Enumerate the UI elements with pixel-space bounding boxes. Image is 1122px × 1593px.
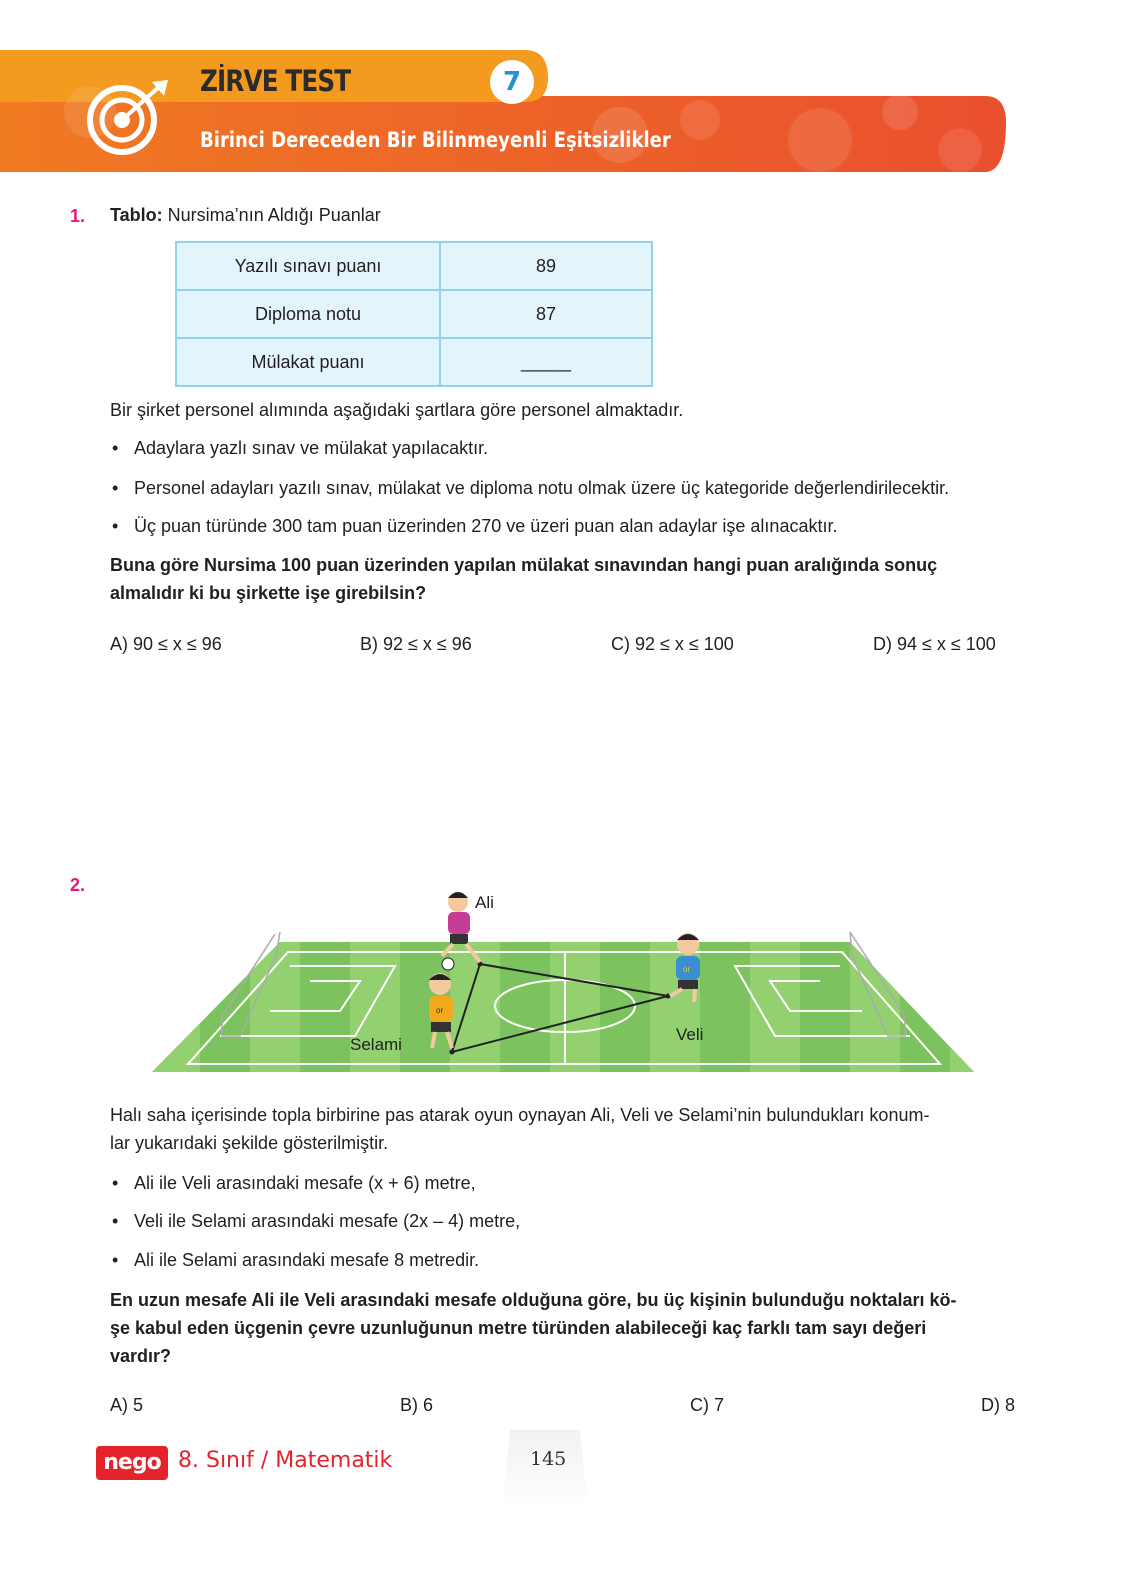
table-cell-label: Mülakat puanı xyxy=(176,338,440,386)
table-label: Tablo: xyxy=(110,205,163,225)
bullet-text: • Personel adayları yazılı sınav, mülakat ve diploma notu olmak üzere üç kategoride değerlendirilecektir. xyxy=(134,478,950,498)
table-cell-blank: _____ xyxy=(440,338,652,386)
q2-question-line: En uzun mesafe Ali ile Veli arasındaki mesafe olduğuna göre, bu üç kişinin bulunduğu noktaları kö- xyxy=(110,1290,957,1310)
q1-question-line: Buna göre Nursima 100 puan üzerinden yapılan mülakat sınavından hangi puan aralığında sonuç xyxy=(110,555,938,575)
bullet-text: • Adaylara yazlı sınav ve mülakat yapılacaktır. xyxy=(134,438,489,458)
selami-label: Selami xyxy=(350,1035,402,1054)
q1-option-c[interactable]: C) 92 ≤ x ≤ 100 xyxy=(611,634,734,654)
question-1-number: 1. xyxy=(70,206,86,226)
q1-option-b[interactable]: B) 92 ≤ x ≤ 96 xyxy=(360,634,472,654)
q2-question-line: şe kabul eden üçgenin çevre uzunluğunun metre türünden alabileceği kaç farklı tam sayı değeri xyxy=(110,1318,927,1338)
question-2-number: 2. xyxy=(70,875,86,895)
table-caption-text: Nursima’nın Aldığı Puanlar xyxy=(167,205,381,225)
q1-bullet xyxy=(112,434,488,462)
q1-bullet xyxy=(112,474,949,502)
table-row xyxy=(176,338,652,386)
ali-label: Ali xyxy=(475,893,494,912)
publisher-logo: nego xyxy=(96,1446,168,1480)
q2-intro-line: Halı saha içerisinde topla birbirine pas atarak oyun oynayan Ali, Veli ve Selami’nin bulundukları konum- xyxy=(110,1105,930,1125)
page-number-tab xyxy=(500,1430,590,1510)
q2-option-d[interactable]: D) 8 xyxy=(981,1395,1016,1415)
q2-question-line: vardır? xyxy=(110,1346,172,1366)
page-number: 145 xyxy=(530,1448,567,1470)
q2-bullet xyxy=(112,1207,520,1235)
table-cell-value: 87 xyxy=(440,290,652,338)
q2-bullet xyxy=(112,1169,476,1197)
football-field-figure xyxy=(150,886,976,1078)
table-cell-label: Yazılı sınavı puanı xyxy=(176,242,440,290)
q1-option-a[interactable]: A) 90 ≤ x ≤ 96 xyxy=(110,634,222,654)
q2-option-c[interactable]: C) 7 xyxy=(690,1395,725,1415)
bullet-text: • Ali ile Veli arasındaki mesafe (x + 6) metre, xyxy=(134,1173,476,1193)
test-title: ZİRVE TEST xyxy=(200,64,351,98)
bullet-text: • Üç puan türünde 300 tam puan üzerinden 270 ve üzeri puan alan adaylar işe alınacaktır. xyxy=(134,516,838,536)
target-icon xyxy=(82,78,172,158)
test-subtitle: Birinci Dereceden Bir Bilinmeyenli Eşitsizlikler xyxy=(200,128,671,152)
table-cell-value: 89 xyxy=(440,242,652,290)
selami-jersey: or xyxy=(436,1006,444,1015)
q2-option-a[interactable]: A) 5 xyxy=(110,1395,144,1415)
footer-class-label: 8. Sınıf / Matematik xyxy=(178,1448,393,1473)
q1-intro: Bir şirket personel alımında aşağıdaki şartlara göre personel almaktadır. xyxy=(110,400,684,420)
table-row xyxy=(176,290,652,338)
q1-option-d[interactable]: D) 94 ≤ x ≤ 100 xyxy=(873,634,996,654)
q2-intro-line: lar yukarıdaki şekilde gösterilmiştir. xyxy=(110,1133,389,1153)
bullet-text: • Veli ile Selami arasındaki mesafe (2x – 4) metre, xyxy=(134,1211,521,1231)
q1-question-line: almalıdır ki bu şirkette işe girebilsin? xyxy=(110,583,427,603)
q1-bullet xyxy=(112,512,837,540)
q2-bullet xyxy=(112,1246,479,1274)
score-table xyxy=(175,241,653,387)
bullet-text: • Ali ile Selami arasındaki mesafe 8 metredir. xyxy=(134,1250,480,1270)
veli-jersey: or xyxy=(683,965,691,974)
q2-option-b[interactable]: B) 6 xyxy=(400,1395,434,1415)
veli-label: Veli xyxy=(676,1025,704,1044)
table-caption xyxy=(110,201,381,229)
table-row xyxy=(176,242,652,290)
test-number-badge: 7 xyxy=(490,60,534,104)
table-cell-label: Diploma notu xyxy=(176,290,440,338)
